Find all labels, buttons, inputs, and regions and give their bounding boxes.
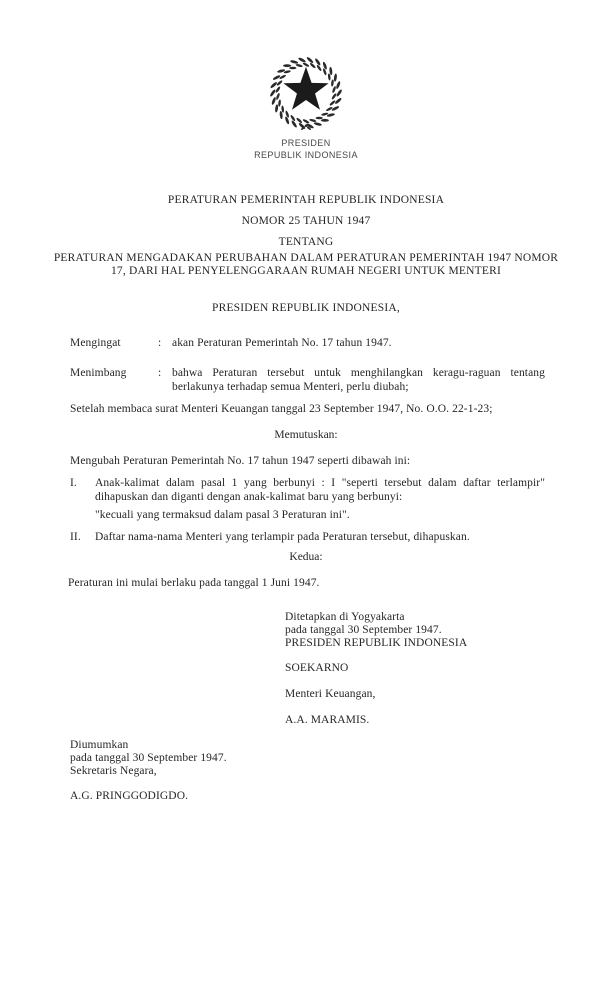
consideration-label: Mengingat bbox=[70, 337, 121, 349]
enactment-authority: PRESIDEN REPUBLIK INDONESIA bbox=[285, 636, 468, 649]
effective-clause: Peraturan ini mulai berlaku pada tanggal 1 Juni 1947. bbox=[68, 577, 320, 589]
decision-heading: Memutuskan: bbox=[274, 429, 338, 441]
item-numeral: I. bbox=[70, 477, 77, 489]
star-icon bbox=[283, 67, 328, 110]
enactment-place: Ditetapkan di Yogyakarta bbox=[285, 611, 405, 623]
decision-items bbox=[70, 477, 545, 545]
title-block bbox=[36, 194, 576, 277]
opening-line: PRESIDEN REPUBLIK INDONESIA, bbox=[211, 302, 400, 314]
decision-item-1-subtext: "kecuali yang termaksud dalam pasal 3 Peraturan ini". bbox=[95, 508, 350, 521]
promulgation-line3: Sekretaris Negara, bbox=[70, 764, 157, 777]
reading-note: Setelah membaca surat Menteri Keuangan tanggal 23 September 1947, No. O.O. 22-1-23; bbox=[70, 403, 493, 415]
regulation-subject-line2: 17, DARI HAL PENYELENGGARAAN RUMAH NEGERI UNTUK MENTERI bbox=[110, 264, 502, 277]
promulgation-line2: pada tanggal 30 September 1947. bbox=[70, 751, 227, 764]
item-text: Anak-kalimat dalam pasal 1 yang berbunyi : I "seperti tersebut dalam daftar terlampir" dihapuskan dan diganti dengan anak-kalimat baru yang berbunyi: bbox=[95, 477, 545, 503]
consideration-separator: : bbox=[158, 337, 162, 349]
enactment-block bbox=[285, 611, 565, 727]
decision-item-1 bbox=[70, 477, 545, 505]
secretary-signature-name: A.G. PRINGGODIGDO. bbox=[70, 790, 189, 803]
letterhead-caption bbox=[0, 138, 612, 161]
promulgation-block bbox=[70, 739, 370, 803]
letterhead-line2: REPUBLIK INDONESIA bbox=[254, 149, 358, 160]
consideration-text: akan Peraturan Pemerintah No. 17 tahun 1947. bbox=[172, 337, 392, 349]
enactment-date: pada tanggal 30 September 1947. bbox=[285, 623, 442, 636]
decision-item-2 bbox=[70, 531, 545, 545]
consideration-label: Menimbang bbox=[70, 366, 127, 379]
letterhead-line1: PRESIDEN bbox=[281, 138, 331, 148]
item-text: Daftar nama-nama Menteri yang terlampir pada Peraturan tersebut, dihapuskan. bbox=[95, 531, 470, 544]
considerations-section bbox=[70, 337, 545, 394]
consideration-row-menimbang bbox=[70, 367, 545, 395]
consideration-row-mengingat bbox=[70, 337, 545, 351]
regulation-title: PERATURAN PEMERINTAH REPUBLIK INDONESIA bbox=[167, 194, 445, 206]
tentang-label: TENTANG bbox=[278, 236, 334, 248]
consideration-text: bahwa Peraturan tersebut untuk menghilangkan keragu-raguan tentang berlakunya terhadap semua Menteri, perlu diubah; bbox=[172, 366, 545, 393]
second-heading: Kedua: bbox=[289, 551, 323, 563]
promulgation-line1: Diumumkan bbox=[70, 739, 129, 751]
decision-intro: Mengubah Peraturan Pemerintah No. 17 tahun 1947 seperti dibawah ini: bbox=[70, 455, 411, 467]
regulation-subject bbox=[36, 252, 576, 277]
countersigner-name: A.A. MARAMIS. bbox=[285, 713, 370, 726]
regulation-number: NOMOR 25 TAHUN 1947 bbox=[241, 215, 371, 227]
countersign-title: Menteri Keuangan, bbox=[285, 688, 376, 701]
regulation-subject-line1: PERATURAN MENGADAKAN PERUBAHAN DALAM PERATURAN PEMERINTAH 1947 NOMOR bbox=[53, 252, 559, 264]
president-signature-name: SOEKARNO bbox=[285, 662, 349, 675]
consideration-separator: : bbox=[158, 366, 162, 379]
item-numeral: II. bbox=[70, 531, 81, 544]
state-emblem-icon bbox=[263, 52, 349, 134]
